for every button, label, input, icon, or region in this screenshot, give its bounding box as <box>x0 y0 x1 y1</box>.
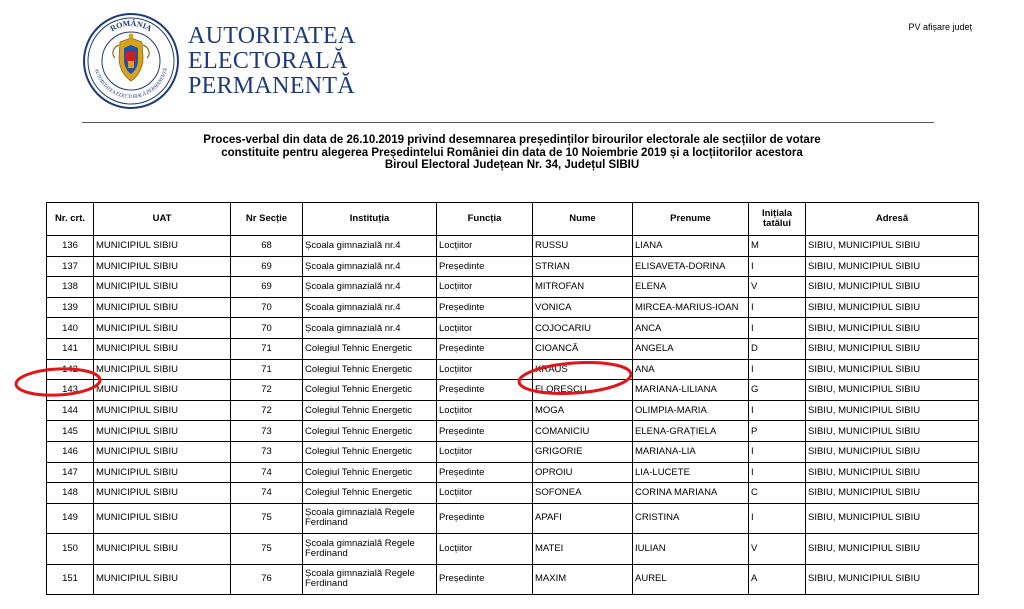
row-number-cell: 141 <box>47 338 94 359</box>
first-name-cell: MIRCEA-MARIUS-IOAN <box>633 297 749 318</box>
row-number-cell: 145 <box>47 421 94 442</box>
father-initial-cell: D <box>749 338 806 359</box>
last-name-cell: CIOANCĂ <box>533 338 633 359</box>
uat-cell: MUNICIPIUL SIBIU <box>94 297 231 318</box>
first-name-cell: LIANA <box>633 236 749 257</box>
row-number-cell: 149 <box>47 503 94 534</box>
table-row <box>47 338 979 359</box>
address-cell: SIBIU, MUNICIPIUL SIBIU <box>806 359 979 380</box>
uat-cell: MUNICIPIUL SIBIU <box>94 318 231 339</box>
column-header: Nr. crt. <box>47 203 94 236</box>
uat-cell: MUNICIPIUL SIBIU <box>94 534 231 565</box>
section-number-cell: 70 <box>231 297 303 318</box>
address-cell: SIBIU, MUNICIPIUL SIBIU <box>806 534 979 565</box>
section-number-cell: 71 <box>231 359 303 380</box>
agency-line-2: ELECTORALĂ <box>188 48 348 74</box>
table-body <box>47 236 979 595</box>
uat-cell: MUNICIPIUL SIBIU <box>94 483 231 504</box>
section-number-cell: 69 <box>231 256 303 277</box>
uat-cell: MUNICIPIUL SIBIU <box>94 380 231 401</box>
row-number-cell: 138 <box>47 277 94 298</box>
column-header: Inițiala tatălui <box>749 203 806 236</box>
father-initial-cell: M <box>749 236 806 257</box>
institution-cell: Școala gimnazială nr.4 <box>303 297 437 318</box>
uat-cell: MUNICIPIUL SIBIU <box>94 462 231 483</box>
institution-cell: Școala gimnazială nr.4 <box>303 277 437 298</box>
last-name-cell: COMANICIU <box>533 421 633 442</box>
agency-name <box>188 24 356 99</box>
section-number-cell: 74 <box>231 462 303 483</box>
father-initial-cell: A <box>749 564 806 595</box>
address-cell: SIBIU, MUNICIPIUL SIBIU <box>806 503 979 534</box>
last-name-cell: RUSSU <box>533 236 633 257</box>
table-row <box>47 400 979 421</box>
address-cell: SIBIU, MUNICIPIUL SIBIU <box>806 318 979 339</box>
agency-logo <box>82 12 382 110</box>
last-name-cell: FLORESCU <box>533 380 633 401</box>
section-number-cell: 75 <box>231 503 303 534</box>
row-number-cell: 148 <box>47 483 94 504</box>
row-number-cell: 143 <box>47 380 94 401</box>
table-row <box>47 503 979 534</box>
last-name-cell: STRIAN <box>533 256 633 277</box>
last-name-cell: GRIGORIE <box>533 441 633 462</box>
first-name-cell: CRISTINA <box>633 503 749 534</box>
father-initial-cell: V <box>749 534 806 565</box>
function-cell: Locțiitor <box>437 277 533 298</box>
father-initial-cell: I <box>749 400 806 421</box>
institution-cell: Colegiul Tehnic Energetic <box>303 421 437 442</box>
section-number-cell: 73 <box>231 421 303 442</box>
function-cell: Președinte <box>437 421 533 442</box>
first-name-cell: LIA-LUCETE <box>633 462 749 483</box>
first-name-cell: ELENA <box>633 277 749 298</box>
function-cell: Locțiitor <box>437 359 533 380</box>
address-cell: SIBIU, MUNICIPIUL SIBIU <box>806 564 979 595</box>
table-row <box>47 441 979 462</box>
column-header: Funcția <box>437 203 533 236</box>
function-cell: Locțiitor <box>437 400 533 421</box>
section-number-cell: 74 <box>231 483 303 504</box>
institution-cell: Școala gimnazială Regele Ferdinand <box>303 564 437 595</box>
last-name-cell: KRAUS <box>533 359 633 380</box>
institution-cell: Colegiul Tehnic Energetic <box>303 380 437 401</box>
address-cell: SIBIU, MUNICIPIUL SIBIU <box>806 338 979 359</box>
results-table <box>46 202 979 595</box>
function-cell: Locțiitor <box>437 318 533 339</box>
uat-cell: MUNICIPIUL SIBIU <box>94 359 231 380</box>
function-cell: Președinte <box>437 256 533 277</box>
seal-ring-text: AUTORITATEA ELECTORALĂ PERMANENTĂ <box>92 67 170 101</box>
agency-line-3: PERMANENTĂ <box>188 73 356 99</box>
address-cell: SIBIU, MUNICIPIUL SIBIU <box>806 236 979 257</box>
first-name-cell: MARIANA-LIA <box>633 441 749 462</box>
function-cell: Președinte <box>437 338 533 359</box>
row-number-cell: 136 <box>47 236 94 257</box>
section-number-cell: 69 <box>231 277 303 298</box>
row-number-cell: 151 <box>47 564 94 595</box>
section-number-cell: 72 <box>231 380 303 401</box>
address-cell: SIBIU, MUNICIPIUL SIBIU <box>806 421 979 442</box>
section-number-cell: 73 <box>231 441 303 462</box>
title-line-1: Proces-verbal din data de 26.10.2019 privind desemnarea președinților birourilor electorale ale secțiilor de votare <box>203 134 821 146</box>
uat-cell: MUNICIPIUL SIBIU <box>94 256 231 277</box>
table-row <box>47 483 979 504</box>
table-row <box>47 421 979 442</box>
uat-cell: MUNICIPIUL SIBIU <box>94 564 231 595</box>
section-number-cell: 70 <box>231 318 303 339</box>
first-name-cell: OLIMPIA-MARIA <box>633 400 749 421</box>
uat-cell: MUNICIPIUL SIBIU <box>94 236 231 257</box>
column-header: Instituția <box>303 203 437 236</box>
row-number-cell: 142 <box>47 359 94 380</box>
function-cell: Președinte <box>437 380 533 401</box>
section-number-cell: 71 <box>231 338 303 359</box>
table-row <box>47 256 979 277</box>
function-cell: Locțiitor <box>437 441 533 462</box>
father-initial-cell: G <box>749 380 806 401</box>
last-name-cell: VONICA <box>533 297 633 318</box>
section-number-cell: 75 <box>231 534 303 565</box>
table-row <box>47 318 979 339</box>
table-row <box>47 277 979 298</box>
table-row <box>47 564 979 595</box>
address-cell: SIBIU, MUNICIPIUL SIBIU <box>806 380 979 401</box>
uat-cell: MUNICIPIUL SIBIU <box>94 338 231 359</box>
father-initial-cell: V <box>749 277 806 298</box>
father-initial-cell: I <box>749 441 806 462</box>
institution-cell: Colegiul Tehnic Energetic <box>303 483 437 504</box>
function-cell: Președinte <box>437 503 533 534</box>
uat-cell: MUNICIPIUL SIBIU <box>94 441 231 462</box>
institution-cell: Colegiul Tehnic Energetic <box>303 338 437 359</box>
address-cell: SIBIU, MUNICIPIUL SIBIU <box>806 277 979 298</box>
father-initial-cell: I <box>749 462 806 483</box>
father-initial-cell: I <box>749 503 806 534</box>
first-name-cell: ELISAVETA-DORINA <box>633 256 749 277</box>
uat-cell: MUNICIPIUL SIBIU <box>94 503 231 534</box>
uat-cell: MUNICIPIUL SIBIU <box>94 400 231 421</box>
row-number-cell: 139 <box>47 297 94 318</box>
table-header-row <box>47 203 979 236</box>
first-name-cell: MARIANA-LILIANA <box>633 380 749 401</box>
document-title <box>0 134 1024 172</box>
last-name-cell: SOFONEA <box>533 483 633 504</box>
father-initial-cell: C <box>749 483 806 504</box>
address-cell: SIBIU, MUNICIPIUL SIBIU <box>806 441 979 462</box>
address-cell: SIBIU, MUNICIPIUL SIBIU <box>806 400 979 421</box>
table-row <box>47 380 979 401</box>
column-header: Adresă <box>806 203 979 236</box>
function-cell: Președinte <box>437 462 533 483</box>
first-name-cell: IULIAN <box>633 534 749 565</box>
address-cell: SIBIU, MUNICIPIUL SIBIU <box>806 462 979 483</box>
section-number-cell: 68 <box>231 236 303 257</box>
column-header: Nr Secție <box>231 203 303 236</box>
section-number-cell: 72 <box>231 400 303 421</box>
father-initial-cell: I <box>749 297 806 318</box>
header-divider <box>82 122 934 123</box>
father-initial-cell: I <box>749 256 806 277</box>
father-initial-cell: I <box>749 359 806 380</box>
function-cell: Locțiitor <box>437 236 533 257</box>
first-name-cell: ELENA-GRAȚIELA <box>633 421 749 442</box>
seal-top-text: ROMÂNIA <box>108 18 154 34</box>
table-row <box>47 236 979 257</box>
institution-cell: Școala gimnazială nr.4 <box>303 318 437 339</box>
first-name-cell: ANGELA <box>633 338 749 359</box>
last-name-cell: APAFI <box>533 503 633 534</box>
father-initial-cell: P <box>749 421 806 442</box>
institution-cell: Școala gimnazială Regele Ferdinand <box>303 503 437 534</box>
column-header: Nume <box>533 203 633 236</box>
address-cell: SIBIU, MUNICIPIUL SIBIU <box>806 256 979 277</box>
function-cell: Președinte <box>437 564 533 595</box>
last-name-cell: MOGA <box>533 400 633 421</box>
first-name-cell: AUREL <box>633 564 749 595</box>
row-number-cell: 146 <box>47 441 94 462</box>
function-cell: Locțiitor <box>437 534 533 565</box>
row-number-cell: 150 <box>47 534 94 565</box>
function-cell: Președinte <box>437 297 533 318</box>
last-name-cell: MITROFAN <box>533 277 633 298</box>
address-cell: SIBIU, MUNICIPIUL SIBIU <box>806 297 979 318</box>
address-cell: SIBIU, MUNICIPIUL SIBIU <box>806 483 979 504</box>
last-name-cell: OPROIU <box>533 462 633 483</box>
institution-cell: Școala gimnazială nr.4 <box>303 236 437 257</box>
row-number-cell: 137 <box>47 256 94 277</box>
last-name-cell: MAXIM <box>533 564 633 595</box>
institution-cell: Colegiul Tehnic Energetic <box>303 359 437 380</box>
uat-cell: MUNICIPIUL SIBIU <box>94 277 231 298</box>
institution-cell: Colegiul Tehnic Energetic <box>303 462 437 483</box>
row-number-cell: 144 <box>47 400 94 421</box>
table-row <box>47 359 979 380</box>
column-header: Prenume <box>633 203 749 236</box>
section-number-cell: 76 <box>231 564 303 595</box>
table-row <box>47 462 979 483</box>
function-cell: Locțiitor <box>437 483 533 504</box>
institution-cell: Școala gimnazială Regele Ferdinand <box>303 534 437 565</box>
row-number-cell: 147 <box>47 462 94 483</box>
column-header: UAT <box>94 203 231 236</box>
table-row <box>47 534 979 565</box>
institution-cell: Colegiul Tehnic Energetic <box>303 400 437 421</box>
row-number-cell: 140 <box>47 318 94 339</box>
seal-icon <box>82 12 180 110</box>
agency-line-1: AUTORITATEA <box>188 23 356 49</box>
last-name-cell: MATEI <box>533 534 633 565</box>
title-line-3: Biroul Electoral Județean Nr. 34, Județul SIBIU <box>384 159 640 171</box>
first-name-cell: CORINA MARIANA <box>633 483 749 504</box>
uat-cell: MUNICIPIUL SIBIU <box>94 421 231 442</box>
title-line-2: constituite pentru alegerea Președintelui României din data de 10 Noiembrie 2019 și a locțiitorilor acestora <box>221 146 803 159</box>
table-row <box>47 297 979 318</box>
last-name-cell: COJOCARIU <box>533 318 633 339</box>
father-initial-cell: I <box>749 318 806 339</box>
first-name-cell: ANCA <box>633 318 749 339</box>
institution-cell: Școala gimnazială nr.4 <box>303 256 437 277</box>
page-label: PV afișare județ <box>908 22 972 32</box>
institution-cell: Colegiul Tehnic Energetic <box>303 441 437 462</box>
first-name-cell: ANA <box>633 359 749 380</box>
